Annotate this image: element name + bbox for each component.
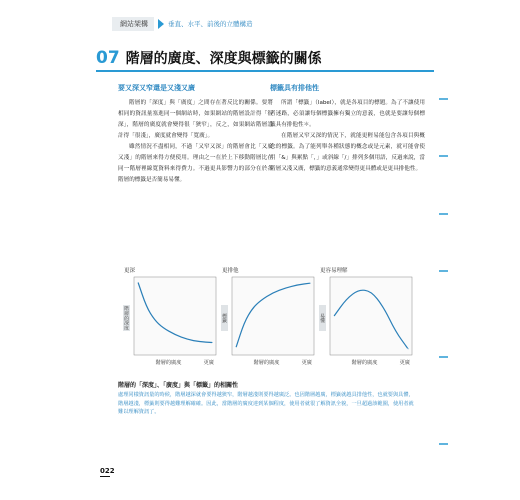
side-mark xyxy=(439,270,448,272)
x-axis-label: 階層的廣度 xyxy=(351,360,378,366)
y-axis-label: 階層的深度 xyxy=(123,306,128,330)
y-axis-label: 標籤 xyxy=(221,313,226,323)
right-paragraph-1: 所謂「標籤」（label），就是各項目的標題。為了不讓使用者迷路，必須讓每個標籤擁有獨立的意義，也就是要讓每個標籤具有排他性＊。 xyxy=(270,100,425,128)
y-axis-label: 易懂 xyxy=(319,313,324,323)
side-mark xyxy=(439,213,448,215)
right-column xyxy=(270,83,425,175)
chart-title: 更排他 xyxy=(222,268,239,274)
page-number: 022 xyxy=(100,467,115,475)
chapter-heading xyxy=(96,48,322,68)
left-subheading: 要又深又窄還是又淺又廣 xyxy=(118,84,195,92)
side-mark xyxy=(439,356,448,358)
figure-charts xyxy=(118,265,414,373)
x-axis-label: 階層的廣度 xyxy=(253,360,280,366)
chart-frame xyxy=(134,277,216,355)
title-underline xyxy=(96,70,434,72)
chart-title: 更深 xyxy=(124,268,136,274)
figure-caption: 階層的「深度」、「廣度」與「標籤」的相關性 xyxy=(118,382,239,389)
side-mark xyxy=(439,98,448,100)
section-header xyxy=(112,16,253,31)
side-mark xyxy=(439,155,448,157)
charts-svg xyxy=(118,265,414,373)
chart-frame xyxy=(330,277,412,355)
left-paragraph-1: 階層的「深度」與「廣度」之間存在著反比的關係。要將相同的資訊量塞進同一個網站時，如果網站的階層設計得「很深」，階層的廣度就會變得很「狹窄」，反之，如果網站階層設計得「很淺」，廣度就會變得「寬廣」。 xyxy=(118,100,273,139)
x-axis-label: 階層的廣度 xyxy=(155,360,182,366)
left-paragraph-2: 雖然情況不盡相同，不過「又窄又深」的階層會比「又廣又淺」的階層來得方便使用。理由之一在於上下移動階層比在同一階層裡線寬資料來得費力。不過更具影響力的部分在於各階層的標籤是否簡易易懂。 xyxy=(118,144,273,183)
x-axis-end-label: 更廣 xyxy=(399,360,410,366)
left-column xyxy=(118,83,273,186)
chapter-number: 07 xyxy=(96,48,120,68)
section-tag: 網站架構 xyxy=(112,17,154,31)
x-axis-end-label: 更廣 xyxy=(203,360,214,366)
right-subheading: 標籤具有排他性 xyxy=(270,84,319,92)
arrow-right-icon xyxy=(158,19,164,29)
right-paragraph-2: 在階層又窄又深的情況下，就能更輕易能包含各項目與概念的標籤。為了能列舉各種狀態的概念或是元素，就可能會使用「&」與累點「，」或斜線「/」排列多個用語，反過來說，當階層又淺又廣，標籤的意義通常變得更具體或是更具排他性。 xyxy=(270,133,425,172)
chart-frame xyxy=(232,277,314,355)
page-number-rule xyxy=(100,476,110,477)
breadcrumb: 垂直、水平、前後的立體構造 xyxy=(168,20,253,28)
x-axis-end-label: 更廣 xyxy=(301,360,312,366)
side-mark xyxy=(439,443,448,445)
chapter-title: 階層的廣度、深度與標籤的關係 xyxy=(125,51,322,67)
figure-note: 處理同樣資訊量的時候，階層越深就會要得越狹窄，階層越淺則要得越廣泛。也因階層越廣，標籤就越具排他性，也就要與具體，階層越淺，標籤則要得越難理解確確。因此，當階層的廣度達到某個程度，使用者就很了解資訊全貌，一旦超過該範圍，使用者就難以理解資訊了。 xyxy=(118,392,414,415)
chart-title: 更容易理解 xyxy=(320,268,348,274)
